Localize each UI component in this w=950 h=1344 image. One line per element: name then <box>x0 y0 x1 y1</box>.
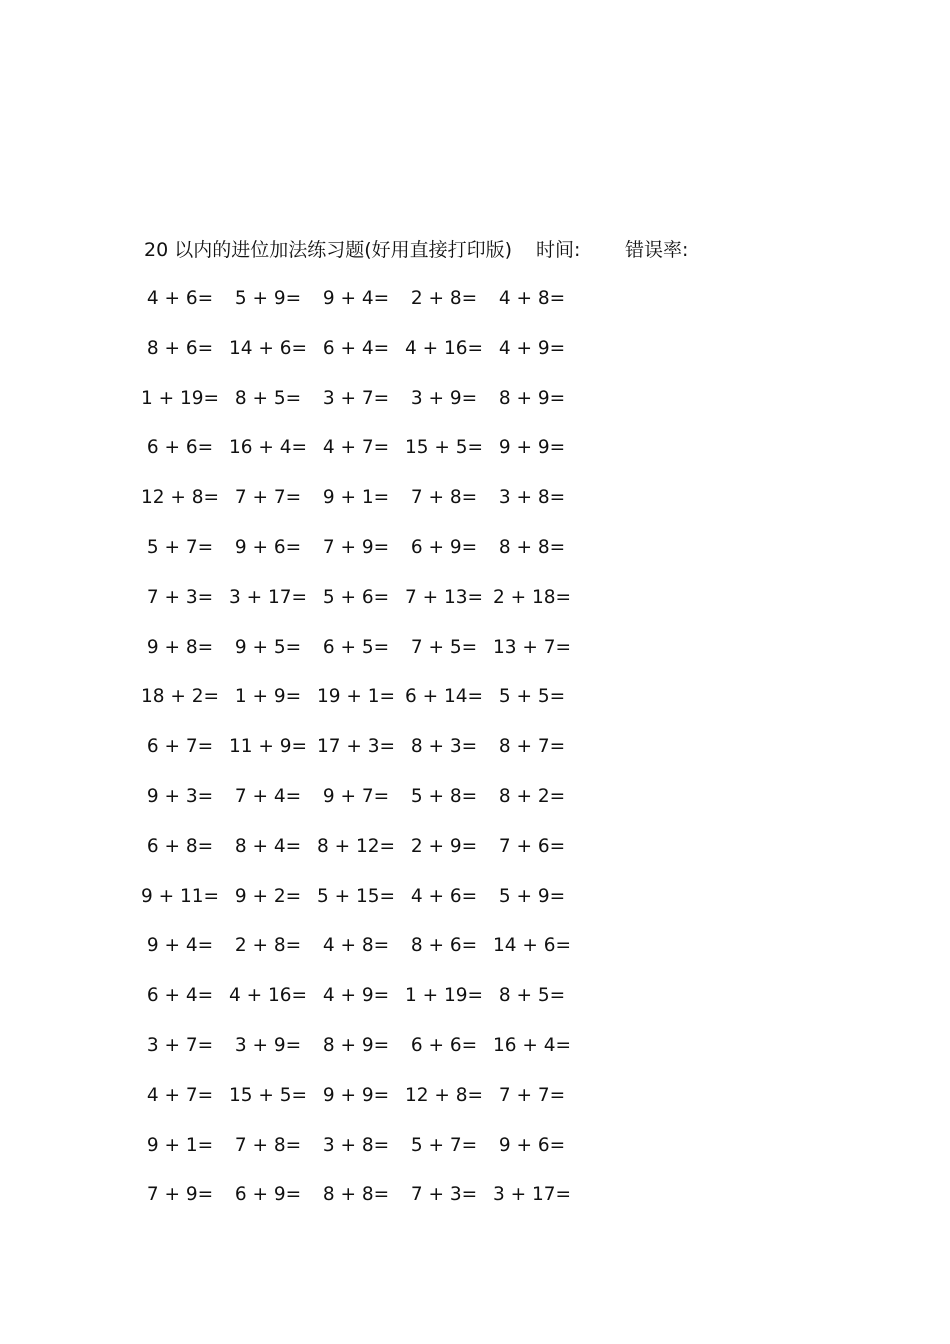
problem-cell: 4 + 6= <box>146 288 214 309</box>
problem-cell: 1 + 9= <box>234 686 302 708</box>
problem-row <box>144 1180 604 1230</box>
worksheet-title: 20 以内的进位加法练习题(好用直接打印版) <box>144 239 513 261</box>
problem-cell: 4 + 6= <box>410 885 478 907</box>
problem-row <box>140 682 604 732</box>
problem-cell: 5 + 5= <box>498 686 566 708</box>
problem-cell: 1 + 19= <box>404 985 484 1007</box>
problem-cell: 15 + 5= <box>228 1084 308 1106</box>
problem-row <box>144 334 604 384</box>
problem-cell: 6 + 14= <box>404 686 484 708</box>
problem-cell: 4 + 16= <box>404 337 484 359</box>
problem-cell: 3 + 7= <box>146 1034 214 1056</box>
problem-cell: 14 + 6= <box>492 935 572 957</box>
problem-cell: 5 + 7= <box>146 536 214 558</box>
problem-row <box>144 284 604 334</box>
problem-cell: 4 + 9= <box>498 337 566 359</box>
problem-row <box>144 981 604 1031</box>
problem-row <box>144 583 604 633</box>
problem-row <box>144 782 604 832</box>
problem-cell: 2 + 18= <box>492 586 572 608</box>
problem-cell: 3 + 17= <box>492 1184 572 1206</box>
problem-cell: 6 + 9= <box>410 536 478 558</box>
problem-cell: 8 + 8= <box>322 1184 390 1206</box>
problem-cell: 7 + 7= <box>234 487 302 509</box>
problem-row <box>140 483 604 533</box>
problem-cell: 5 + 6= <box>322 586 390 608</box>
problem-cell: 9 + 9= <box>322 1084 390 1106</box>
problem-cell: 3 + 17= <box>228 586 308 608</box>
problem-cell: 8 + 5= <box>234 387 302 409</box>
problem-cell: 3 + 7= <box>322 387 390 409</box>
problem-cell: 19 + 1= <box>316 686 396 708</box>
problem-cell: 7 + 4= <box>234 785 302 807</box>
problem-cell: 4 + 9= <box>322 985 390 1007</box>
problem-cell: 17 + 3= <box>316 736 396 758</box>
problem-cell: 7 + 3= <box>410 1184 478 1206</box>
problem-cell: 7 + 7= <box>498 1084 566 1106</box>
problem-cell: 6 + 6= <box>410 1034 478 1056</box>
problem-cell: 4 + 16= <box>228 985 308 1007</box>
problem-cell: 7 + 3= <box>146 586 214 608</box>
problem-cell: 8 + 7= <box>498 736 566 758</box>
problem-cell: 12 + 8= <box>140 487 220 509</box>
problem-cell: 9 + 1= <box>322 487 390 509</box>
problem-cell: 3 + 9= <box>234 1034 302 1056</box>
problem-cell: 4 + 7= <box>146 1084 214 1106</box>
problem-cell: 9 + 4= <box>146 935 214 957</box>
problem-cell: 8 + 4= <box>234 835 302 857</box>
problem-cell: 4 + 8= <box>498 288 566 309</box>
problem-cell: 8 + 12= <box>316 835 396 857</box>
problem-cell: 5 + 9= <box>498 885 566 907</box>
problem-row <box>144 1131 604 1181</box>
problem-grid <box>140 284 604 1230</box>
problem-row <box>144 633 604 683</box>
problem-cell: 6 + 7= <box>146 736 214 758</box>
problem-row <box>144 732 604 782</box>
problem-cell: 6 + 4= <box>322 337 390 359</box>
problem-cell: 6 + 9= <box>234 1184 302 1206</box>
problem-cell: 9 + 2= <box>234 885 302 907</box>
problem-row <box>144 533 604 583</box>
problem-cell: 8 + 6= <box>410 935 478 957</box>
problem-cell: 8 + 6= <box>146 337 214 359</box>
problem-cell: 7 + 8= <box>234 1134 302 1156</box>
problem-cell: 5 + 15= <box>316 885 396 907</box>
problem-cell: 3 + 9= <box>410 387 478 409</box>
problem-cell: 8 + 8= <box>498 536 566 558</box>
problem-cell: 6 + 6= <box>146 437 214 459</box>
problem-cell: 5 + 8= <box>410 785 478 807</box>
problem-cell: 9 + 3= <box>146 785 214 807</box>
problem-cell: 2 + 9= <box>410 835 478 857</box>
problem-cell: 4 + 8= <box>322 935 390 957</box>
problem-cell: 1 + 19= <box>140 387 220 409</box>
problem-cell: 7 + 8= <box>410 487 478 509</box>
problem-cell: 5 + 7= <box>410 1134 478 1156</box>
problem-cell: 18 + 2= <box>140 686 220 708</box>
problem-cell: 16 + 4= <box>492 1034 572 1056</box>
problem-cell: 7 + 9= <box>322 536 390 558</box>
problem-cell: 6 + 4= <box>146 985 214 1007</box>
problem-cell: 7 + 6= <box>498 835 566 857</box>
problem-cell: 9 + 6= <box>234 536 302 558</box>
problem-cell: 16 + 4= <box>228 437 308 459</box>
error-rate-label: 错误率: <box>625 239 689 261</box>
problem-cell: 5 + 9= <box>234 288 302 309</box>
problem-cell: 9 + 6= <box>498 1134 566 1156</box>
problem-cell: 2 + 8= <box>410 288 478 309</box>
problem-cell: 15 + 5= <box>404 437 484 459</box>
problem-cell: 12 + 8= <box>404 1084 484 1106</box>
problem-cell: 9 + 8= <box>146 636 214 658</box>
problem-cell: 14 + 6= <box>228 337 308 359</box>
problem-cell: 6 + 8= <box>146 835 214 857</box>
problem-cell: 7 + 13= <box>404 586 484 608</box>
problem-cell: 8 + 5= <box>498 985 566 1007</box>
problem-cell: 7 + 5= <box>410 636 478 658</box>
problem-cell: 9 + 5= <box>234 636 302 658</box>
problem-cell: 6 + 5= <box>322 636 390 658</box>
problem-cell: 8 + 2= <box>498 785 566 807</box>
problem-cell: 3 + 8= <box>322 1134 390 1156</box>
problem-cell: 7 + 9= <box>146 1184 214 1206</box>
problem-cell: 9 + 1= <box>146 1134 214 1156</box>
problem-cell: 9 + 7= <box>322 785 390 807</box>
problem-cell: 8 + 3= <box>410 736 478 758</box>
problem-cell: 8 + 9= <box>322 1034 390 1056</box>
problem-row <box>144 1081 604 1131</box>
problem-row <box>144 1031 604 1081</box>
problem-cell: 4 + 7= <box>322 437 390 459</box>
problem-cell: 9 + 9= <box>498 437 566 459</box>
problem-row <box>140 384 604 434</box>
problem-cell: 2 + 8= <box>234 935 302 957</box>
time-label: 时间: <box>536 239 581 261</box>
problem-cell: 9 + 4= <box>322 288 390 309</box>
problem-row <box>144 832 604 882</box>
problem-cell: 8 + 9= <box>498 387 566 409</box>
problem-cell: 11 + 9= <box>228 736 308 758</box>
problem-row <box>140 882 604 932</box>
problem-cell: 3 + 8= <box>498 487 566 509</box>
problem-cell: 13 + 7= <box>492 636 572 658</box>
problem-cell: 9 + 11= <box>140 885 220 907</box>
problem-row <box>144 433 604 483</box>
problem-row <box>144 931 604 981</box>
